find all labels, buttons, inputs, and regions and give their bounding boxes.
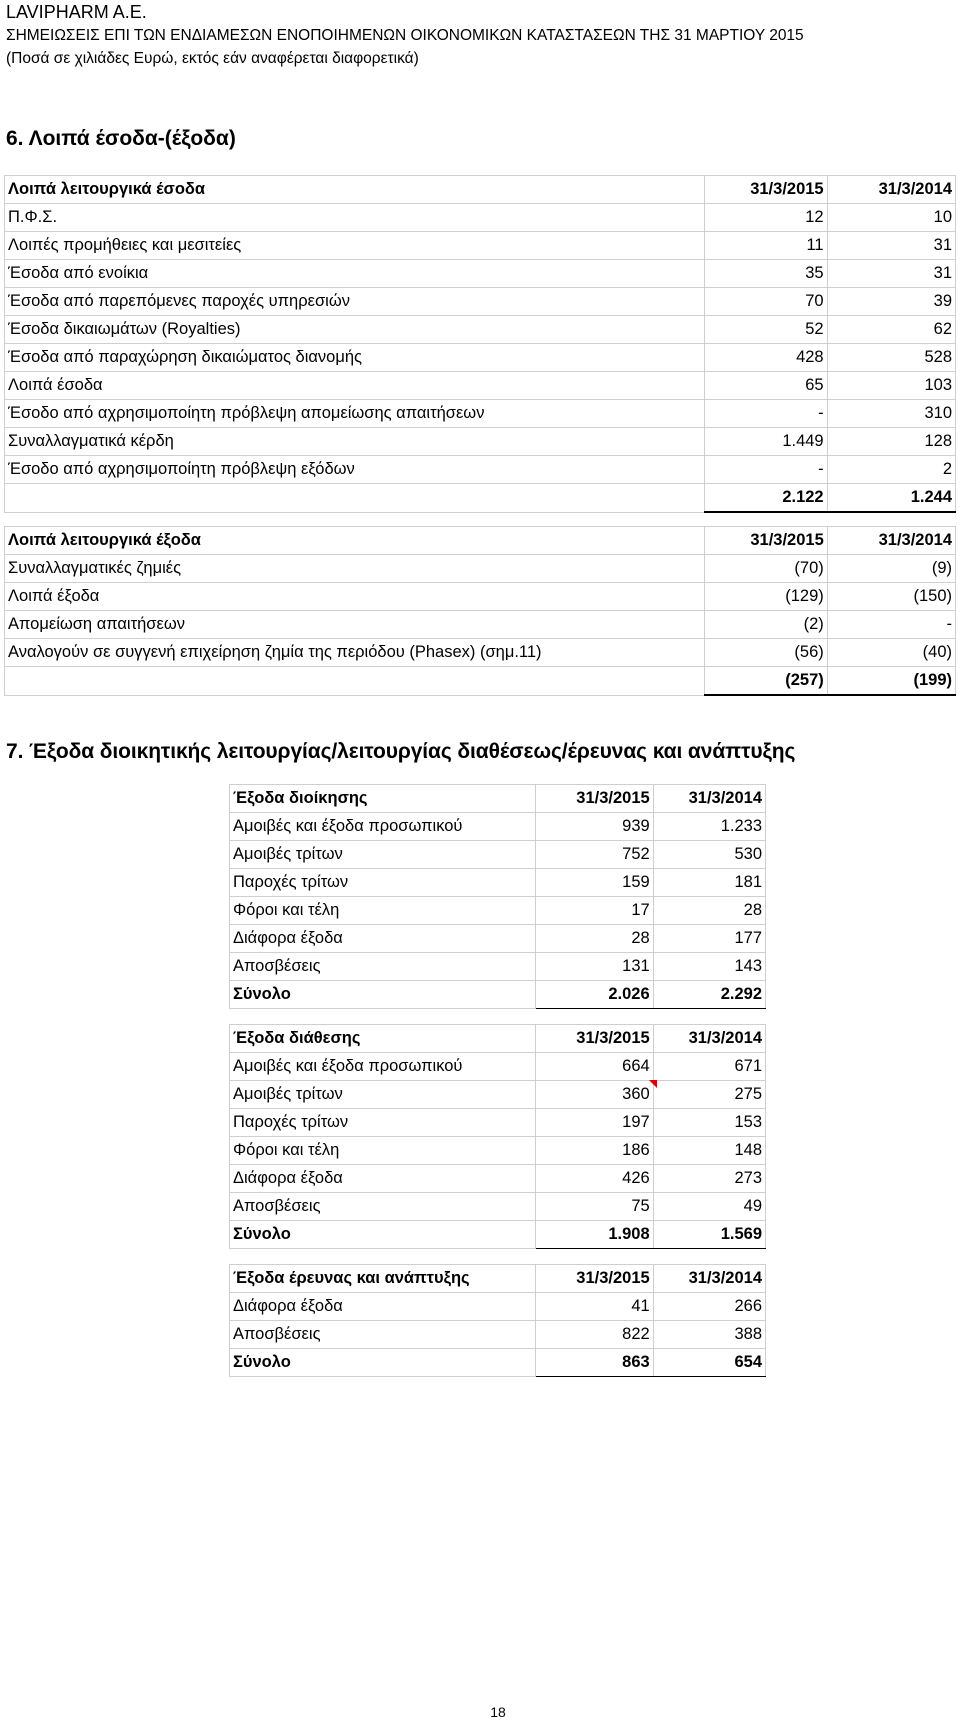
document-subtitle: ΣΗΜΕΙΩΣΕΙΣ ΕΠΙ ΤΩΝ ΕΝΔΙΑΜΕΣΩΝ ΕΝΟΠΟΙΗΜΕΝΩΝ ΟΙΚΟΝΟΜΙΚΩΝ ΚΑΤΑΣΤΑΣΕΩΝ ΤΗΣ 31 ΜΑΡΤΙΟΥ 2015: [6, 27, 804, 44]
row-label: Έσοδα δικαιωμάτων (Royalties): [5, 316, 705, 344]
row-label: Αμοιβές τρίτων: [230, 1081, 536, 1109]
value-2015: 31/3/2015: [535, 785, 653, 813]
row-label: Λοιπά λειτουργικά έσοδα: [5, 176, 705, 204]
row-label: Έξοδα διάθεσης: [230, 1025, 536, 1053]
row-label: Έσοδα από παρεπόμενες παροχές υπηρεσιών: [5, 288, 705, 316]
value-2015: 12: [705, 204, 827, 232]
page-number: 18: [490, 1704, 506, 1720]
value-2015: 75: [535, 1193, 653, 1221]
value-2014: (9): [827, 555, 955, 583]
value-2014: 671: [653, 1053, 765, 1081]
value-2015: 11: [705, 232, 827, 260]
value-2015: 28: [535, 925, 653, 953]
value-2015: 2.026: [535, 981, 653, 1009]
row-label: Λοιπές προμήθειες και μεσιτείες: [5, 232, 705, 260]
value-2014: 62: [827, 316, 955, 344]
value-2015: 186: [535, 1137, 653, 1165]
value-2014: 31/3/2014: [653, 1265, 765, 1293]
value-2014: 181: [653, 869, 765, 897]
value-2014: 28: [653, 897, 765, 925]
value-2015: 17: [535, 897, 653, 925]
value-2015: 752: [535, 841, 653, 869]
value-2015: 428: [705, 344, 827, 372]
table-row: [5, 232, 956, 260]
value-2015: -: [705, 400, 827, 428]
value-2014: 39: [827, 288, 955, 316]
value-2014: 266: [653, 1293, 765, 1321]
table-row: [230, 1165, 766, 1193]
table-row: [230, 841, 766, 869]
value-2014: 31: [827, 232, 955, 260]
table-row: [230, 1293, 766, 1321]
section-6-title: 6. Λοιπά έσοδα-(έξοδα): [6, 127, 236, 150]
amounts-note: (Ποσά σε χιλιάδες Ευρώ, εκτός εάν αναφέρεται διαφορετικά): [6, 50, 419, 67]
value-2015: 70: [705, 288, 827, 316]
other-operating-income-table: [4, 175, 956, 513]
value-2015: 31/3/2015: [535, 1265, 653, 1293]
value-2015: (129): [705, 583, 827, 611]
value-2015: 159: [535, 869, 653, 897]
value-2015: 131: [535, 953, 653, 981]
table-row: [230, 1321, 766, 1349]
value-2014: 310: [827, 400, 955, 428]
value-2015: 939: [535, 813, 653, 841]
value-2014: 177: [653, 925, 765, 953]
value-2015: 1.449: [705, 428, 827, 456]
value-2014: 49: [653, 1193, 765, 1221]
value-2014: 1.233: [653, 813, 765, 841]
table-row: [230, 897, 766, 925]
table-row: [230, 953, 766, 981]
value-2015: 197: [535, 1109, 653, 1137]
row-label: Έξοδα διοίκησης: [230, 785, 536, 813]
table-row: [5, 400, 956, 428]
row-label: Παροχές τρίτων: [230, 1109, 536, 1137]
table-row: [5, 344, 956, 372]
value-2014: 103: [827, 372, 955, 400]
value-2015: (257): [705, 667, 827, 696]
row-label: Έσοδο από αχρησιμοποίητη πρόβλεψη απομείωσης απαιτήσεων: [5, 400, 705, 428]
row-label: Συναλλαγματικές ζημιές: [5, 555, 705, 583]
row-label: Απομείωση απαιτήσεων: [5, 611, 705, 639]
table-total-row: [5, 484, 956, 513]
value-2015: 863: [535, 1349, 653, 1377]
value-2015: 2.122: [705, 484, 827, 513]
table-row: [5, 204, 956, 232]
row-label: [5, 484, 705, 513]
row-label: Διάφορα έξοδα: [230, 925, 536, 953]
value-2014: 2: [827, 456, 955, 484]
table-header-row: [230, 1025, 766, 1053]
value-2015: 822: [535, 1321, 653, 1349]
value-2015: 360: [535, 1081, 653, 1109]
value-2014: 31/3/2014: [653, 785, 765, 813]
value-2014: (199): [827, 667, 955, 696]
value-2014: 128: [827, 428, 955, 456]
value-2014: 153: [653, 1109, 765, 1137]
table-total-row: [230, 1349, 766, 1377]
value-2014: 148: [653, 1137, 765, 1165]
value-2014: 10: [827, 204, 955, 232]
table-header-row: [230, 785, 766, 813]
row-label: Π.Φ.Σ.: [5, 204, 705, 232]
table-row: [5, 583, 956, 611]
table-total-row: [5, 667, 956, 696]
table-row: [230, 1193, 766, 1221]
table-row: [5, 639, 956, 667]
row-label: Έξοδα έρευνας και ανάπτυξης: [230, 1265, 536, 1293]
value-2015: (56): [705, 639, 827, 667]
value-2015: -: [705, 456, 827, 484]
value-2014: -: [827, 611, 955, 639]
value-2015: 65: [705, 372, 827, 400]
table-row: [5, 372, 956, 400]
table-row: [230, 869, 766, 897]
value-2014: 31/3/2014: [827, 176, 955, 204]
table-header-row: [5, 176, 956, 204]
row-label: Λοιπά έξοδα: [5, 583, 705, 611]
row-label: Σύνολο: [230, 1221, 536, 1249]
table-row: [5, 456, 956, 484]
value-2014: 31/3/2014: [827, 527, 955, 555]
value-2015: 41: [535, 1293, 653, 1321]
table-row: [5, 611, 956, 639]
row-label: [5, 667, 705, 696]
value-2015: (2): [705, 611, 827, 639]
table-row: [5, 316, 956, 344]
administrative-expenses-table: [229, 784, 766, 1009]
row-label: Φόροι και τέλη: [230, 1137, 536, 1165]
value-2014: 528: [827, 344, 955, 372]
row-label: Αποσβέσεις: [230, 1321, 536, 1349]
value-2015: 31/3/2015: [705, 527, 827, 555]
table-header-row: [5, 527, 956, 555]
table-row: [230, 1109, 766, 1137]
row-label: Σύνολο: [230, 981, 536, 1009]
table-row: [230, 1137, 766, 1165]
company-name: LAVIPHARM A.E.: [6, 2, 147, 22]
value-2015: 1.908: [535, 1221, 653, 1249]
value-2015: 52: [705, 316, 827, 344]
value-2014: 275: [653, 1081, 765, 1109]
table-row: [230, 1081, 766, 1109]
value-2015: 31/3/2015: [535, 1025, 653, 1053]
row-label: Συναλλαγματικά κέρδη: [5, 428, 705, 456]
row-label: Λοιπά λειτουργικά έξοδα: [5, 527, 705, 555]
value-2014: (150): [827, 583, 955, 611]
table-row: [230, 813, 766, 841]
row-label: Παροχές τρίτων: [230, 869, 536, 897]
value-2014: 1.244: [827, 484, 955, 513]
table-total-row: [230, 981, 766, 1009]
table-row: [5, 260, 956, 288]
table-row: [5, 555, 956, 583]
comment-indicator-icon[interactable]: [649, 1080, 657, 1088]
table-row: [5, 288, 956, 316]
research-development-expenses-table: [229, 1264, 766, 1377]
value-2014: 31/3/2014: [653, 1025, 765, 1053]
row-label: Αμοιβές και έξοδα προσωπικού: [230, 813, 536, 841]
row-label: Αμοιβές και έξοδα προσωπικού: [230, 1053, 536, 1081]
table-row: [230, 925, 766, 953]
value-2015: 31/3/2015: [705, 176, 827, 204]
row-label: Διάφορα έξοδα: [230, 1165, 536, 1193]
value-2014: 1.569: [653, 1221, 765, 1249]
distribution-expenses-table: [229, 1024, 766, 1249]
row-label: Διάφορα έξοδα: [230, 1293, 536, 1321]
section-7-title: 7. Έξοδα διοικητικής λειτουργίας/λειτουργίας διαθέσεως/έρευνας και ανάπτυξης: [6, 740, 796, 763]
row-label: Λοιπά έσοδα: [5, 372, 705, 400]
table-row: [230, 1053, 766, 1081]
value-2015: (70): [705, 555, 827, 583]
row-label: Αμοιβές τρίτων: [230, 841, 536, 869]
row-label: Αποσβέσεις: [230, 1193, 536, 1221]
row-label: Αποσβέσεις: [230, 953, 536, 981]
value-2015: 426: [535, 1165, 653, 1193]
table-total-row: [230, 1221, 766, 1249]
value-2014: 388: [653, 1321, 765, 1349]
value-2014: (40): [827, 639, 955, 667]
row-label: Έσοδα από παραχώρηση δικαιώματος διανομής: [5, 344, 705, 372]
table-row: [5, 428, 956, 456]
value-2015: 664: [535, 1053, 653, 1081]
row-label: Έσοδο από αχρησιμοποίητη πρόβλεψη εξόδων: [5, 456, 705, 484]
value-2014: 143: [653, 953, 765, 981]
value-2014: 530: [653, 841, 765, 869]
value-2014: 654: [653, 1349, 765, 1377]
row-label: Φόροι και τέλη: [230, 897, 536, 925]
value-2015: 35: [705, 260, 827, 288]
row-label: Έσοδα από ενοίκια: [5, 260, 705, 288]
other-operating-expenses-table: [4, 526, 956, 696]
row-label: Σύνολο: [230, 1349, 536, 1377]
value-2014: 273: [653, 1165, 765, 1193]
table-header-row: [230, 1265, 766, 1293]
value-2014: 2.292: [653, 981, 765, 1009]
value-2014: 31: [827, 260, 955, 288]
row-label: Αναλογούν σε συγγενή επιχείρηση ζημία της περιόδου (Phasex) (σημ.11): [5, 639, 705, 667]
